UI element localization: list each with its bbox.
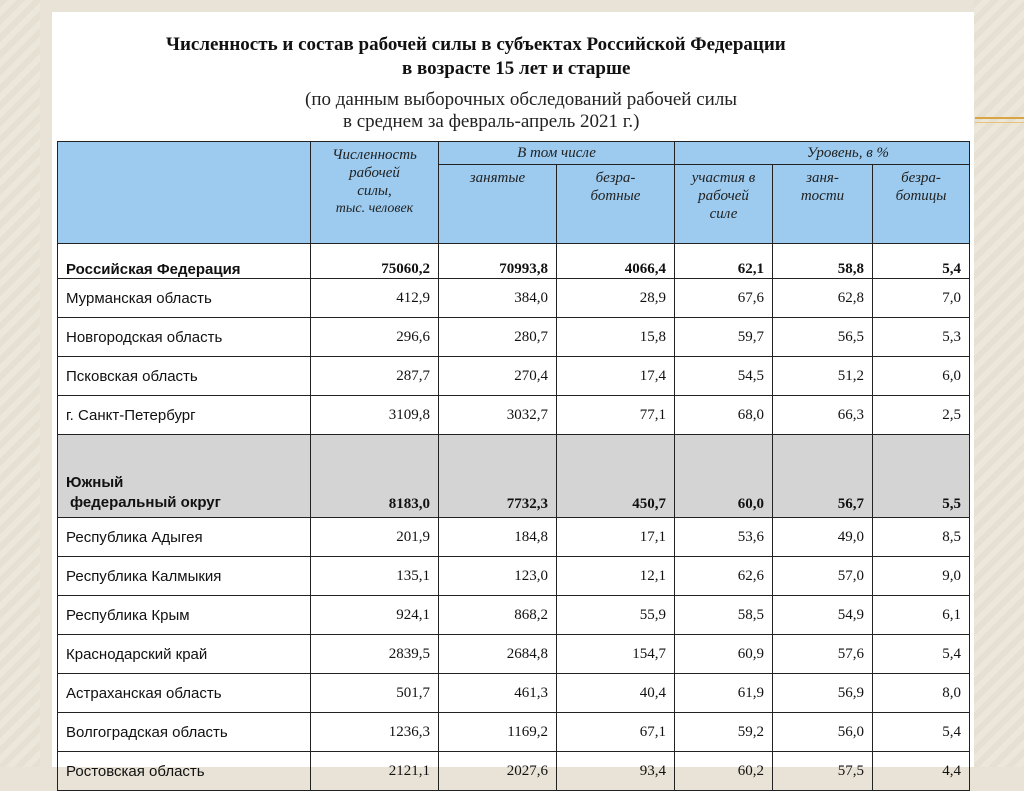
header-employment-l2: тости [800, 188, 845, 204]
cell-employment: 51,2 [773, 357, 873, 396]
cell-labor: 2121,1 [311, 752, 439, 791]
row-name: Республика Крым [58, 596, 311, 635]
row-name: Новгородская область [58, 318, 311, 357]
row-name: Российская Федерация [58, 244, 311, 279]
header-labor-l3: силы, [357, 183, 392, 199]
row-name-l2: федеральный округ [70, 494, 221, 511]
cell-participation: 60,0 [675, 435, 773, 518]
header-employed-label: занятые [469, 170, 526, 186]
cell-employment: 56,0 [773, 713, 873, 752]
cell-labor: 1236,3 [311, 713, 439, 752]
cell-unemployed: 154,7 [557, 635, 675, 674]
table-row [58, 674, 970, 713]
header-group-level: Уровень, в % [675, 142, 970, 165]
title-block [52, 12, 974, 140]
background-stripes-left [0, 0, 40, 767]
cell-unemployed: 40,4 [557, 674, 675, 713]
cell-unemployment: 8,0 [873, 674, 970, 713]
header-labor-force [311, 142, 439, 244]
row-name: Астраханская область [58, 674, 311, 713]
cell-labor: 501,7 [311, 674, 439, 713]
header-group-incl: В том числе [439, 142, 675, 165]
row-name: Мурманская область [58, 279, 311, 318]
cell-employment: 49,0 [773, 518, 873, 557]
table-row [58, 557, 970, 596]
cell-unemployment: 9,0 [873, 557, 970, 596]
subtitle-line-2: в среднем за февраль-апрель 2021 г.) [343, 111, 640, 132]
header-row-1 [58, 142, 970, 165]
cell-employment: 66,3 [773, 396, 873, 435]
cell-unemployment: 4,4 [873, 752, 970, 791]
cell-unemployed: 4066,4 [557, 244, 675, 279]
header-labor-l2: рабочей [349, 165, 400, 181]
cell-employment: 57,6 [773, 635, 873, 674]
cell-labor: 2839,5 [311, 635, 439, 674]
cell-labor: 924,1 [311, 596, 439, 635]
cell-unemployed: 17,4 [557, 357, 675, 396]
table-row [58, 357, 970, 396]
header-region-blank [58, 142, 311, 244]
row-name: Республика Адыгея [58, 518, 311, 557]
table-row [58, 318, 970, 357]
cell-unemployed: 15,8 [557, 318, 675, 357]
cell-employed: 868,2 [439, 596, 557, 635]
row-name: Волгоградская область [58, 713, 311, 752]
cell-unemployment: 5,4 [873, 244, 970, 279]
cell-labor: 201,9 [311, 518, 439, 557]
row-name: Ростовская область [58, 752, 311, 791]
cell-employed: 7732,3 [439, 435, 557, 518]
background-stripes-right [974, 0, 1024, 767]
row-name: г. Санкт-Петербург [58, 396, 311, 435]
slide-page [52, 12, 974, 780]
cell-employment: 56,7 [773, 435, 873, 518]
cell-labor: 8183,0 [311, 435, 439, 518]
cell-participation: 59,7 [675, 318, 773, 357]
cell-participation: 53,6 [675, 518, 773, 557]
cell-employed: 184,8 [439, 518, 557, 557]
cell-employed: 3032,7 [439, 396, 557, 435]
table-row [58, 279, 970, 318]
cell-labor: 412,9 [311, 279, 439, 318]
cell-labor: 135,1 [311, 557, 439, 596]
cell-unemployed: 55,9 [557, 596, 675, 635]
cell-employed: 280,7 [439, 318, 557, 357]
header-unemployed [557, 165, 675, 244]
cell-participation: 68,0 [675, 396, 773, 435]
cell-participation: 61,9 [675, 674, 773, 713]
cell-employment: 54,9 [773, 596, 873, 635]
cell-employment: 62,8 [773, 279, 873, 318]
decorative-line-thin [975, 122, 1024, 123]
cell-participation: 62,1 [675, 244, 773, 279]
cell-unemployment: 8,5 [873, 518, 970, 557]
subtitle-line-1: (по данным выборочных обследований рабочей силы [305, 89, 738, 110]
header-participation-l3: силе [709, 206, 738, 222]
cell-labor: 296,6 [311, 318, 439, 357]
cell-unemployed: 28,9 [557, 279, 675, 318]
cell-unemployed: 93,4 [557, 752, 675, 791]
labor-force-table [57, 141, 970, 791]
cell-labor: 3109,8 [311, 396, 439, 435]
cell-employed: 123,0 [439, 557, 557, 596]
cell-employment: 56,5 [773, 318, 873, 357]
cell-unemployment: 2,5 [873, 396, 970, 435]
cell-unemployment: 6,0 [873, 357, 970, 396]
cell-unemployed: 17,1 [557, 518, 675, 557]
title-line-1: Численность и состав рабочей силы в субъектах Российской Федерации [166, 34, 786, 55]
cell-participation: 58,5 [675, 596, 773, 635]
header-participation-l1: участия в [691, 170, 756, 186]
cell-participation: 60,9 [675, 635, 773, 674]
cell-unemployed: 12,1 [557, 557, 675, 596]
cell-employed: 2684,8 [439, 635, 557, 674]
cell-employment: 57,5 [773, 752, 873, 791]
header-participation [675, 165, 773, 244]
table-row [58, 396, 970, 435]
table-row-total [58, 244, 970, 279]
cell-unemployment: 5,5 [873, 435, 970, 518]
cell-unemployed: 67,1 [557, 713, 675, 752]
cell-labor: 75060,2 [311, 244, 439, 279]
cell-participation: 62,6 [675, 557, 773, 596]
cell-employed: 384,0 [439, 279, 557, 318]
table-row [58, 596, 970, 635]
cell-unemployed: 77,1 [557, 396, 675, 435]
cell-participation: 67,6 [675, 279, 773, 318]
title-line-2: в возрасте 15 лет и старше [402, 58, 631, 79]
cell-participation: 60,2 [675, 752, 773, 791]
header-participation-l2: рабочей [698, 188, 749, 204]
row-name [58, 435, 311, 518]
table-row [58, 518, 970, 557]
header-unemployment-l2: ботицы [895, 188, 947, 204]
row-name: Краснодарский край [58, 635, 311, 674]
cell-participation: 59,2 [675, 713, 773, 752]
row-name: Псковская область [58, 357, 311, 396]
header-unemployed-l2: ботные [590, 188, 641, 204]
row-name: Республика Калмыкия [58, 557, 311, 596]
header-unemployment-rate [873, 165, 970, 244]
cell-unemployment: 6,1 [873, 596, 970, 635]
header-employment-rate [773, 165, 873, 244]
cell-employed: 270,4 [439, 357, 557, 396]
table-row [58, 635, 970, 674]
cell-employment: 56,9 [773, 674, 873, 713]
cell-unemployment: 5,4 [873, 635, 970, 674]
cell-employed: 2027,6 [439, 752, 557, 791]
decorative-line [975, 117, 1024, 119]
cell-employment: 57,0 [773, 557, 873, 596]
cell-unemployed: 450,7 [557, 435, 675, 518]
cell-labor: 287,7 [311, 357, 439, 396]
table-row [58, 713, 970, 752]
cell-unemployment: 5,3 [873, 318, 970, 357]
cell-participation: 54,5 [675, 357, 773, 396]
header-unemployment-l1: безра- [901, 170, 941, 186]
cell-employed: 70993,8 [439, 244, 557, 279]
header-labor-l1: Численность [332, 147, 417, 163]
cell-unemployment: 7,0 [873, 279, 970, 318]
cell-employed: 461,3 [439, 674, 557, 713]
header-employment-l1: заня- [806, 170, 839, 186]
cell-unemployment: 5,4 [873, 713, 970, 752]
table-row [58, 752, 970, 791]
cell-employment: 58,8 [773, 244, 873, 279]
table-row-district [58, 435, 970, 518]
header-unemployed-l1: безра- [595, 170, 636, 186]
header-employed [439, 165, 557, 244]
header-labor-l4: тыс. человек [335, 201, 414, 216]
row-name-l1: Южный [66, 474, 124, 491]
cell-employed: 1169,2 [439, 713, 557, 752]
